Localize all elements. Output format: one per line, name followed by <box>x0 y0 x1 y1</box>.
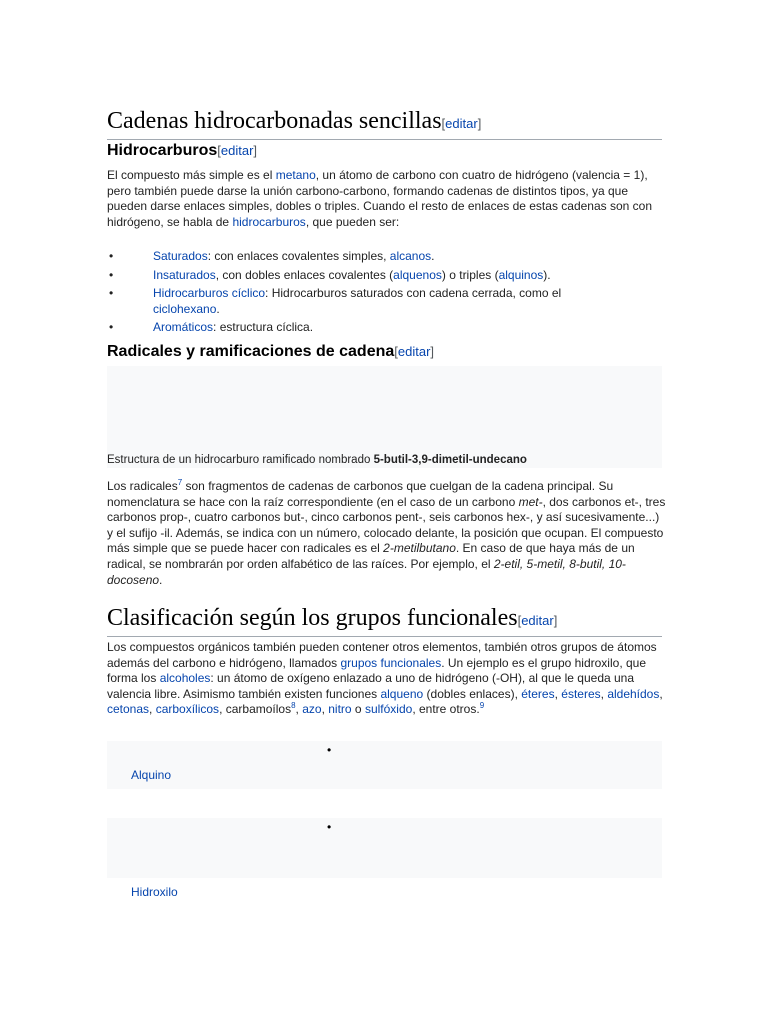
reference-8[interactable]: 8 <box>291 701 296 711</box>
heading-title: Hidrocarburos <box>107 142 218 159</box>
bullet-marker: • <box>109 286 114 301</box>
text: . <box>159 572 163 587</box>
text: ) o triples ( <box>441 267 499 282</box>
link-eteres[interactable]: éteres <box>521 686 555 701</box>
text: : estructura cíclica. <box>213 320 314 335</box>
link-alquenos[interactable]: alquenos <box>393 267 442 282</box>
text: , <box>600 686 608 701</box>
link-aldehidos[interactable]: aldehídos <box>607 686 660 701</box>
text: , <box>554 686 562 701</box>
text: . <box>216 301 220 316</box>
text: : Hidrocarburos saturados con cadena cerrada, como el <box>265 286 562 301</box>
gallery-link-alquino[interactable]: Alquino <box>131 768 172 782</box>
text: , <box>321 702 329 717</box>
link-insaturados[interactable]: Insaturados <box>153 267 216 282</box>
link-alquinos[interactable]: alquinos <box>498 267 544 282</box>
list-item <box>107 320 667 336</box>
text: ). <box>543 267 551 282</box>
link-alqueno[interactable]: alqueno <box>380 686 424 701</box>
reference-9[interactable]: 9 <box>479 701 485 711</box>
link-grupos-funcionales[interactable]: grupos funcionales <box>340 655 442 670</box>
list-item <box>107 286 667 317</box>
subsection-heading-radicales <box>107 342 434 362</box>
text: : un átomo de oxígeno enlazado a uno de hidrógeno (-OH), al que le queda una valencia libre. Asimismo también existen funciones <box>107 671 635 701</box>
link-hidrocarburos-ciclico[interactable]: Hidrocarburos cíclico <box>153 286 266 301</box>
section-heading-cadenas <box>107 106 662 140</box>
paragraph-radicales <box>107 479 667 588</box>
link-carboxilicos[interactable]: carboxílicos <box>155 702 220 717</box>
link-alcoholes[interactable]: alcoholes <box>159 671 211 686</box>
link-cetonas[interactable]: cetonas <box>107 702 150 717</box>
text: o <box>351 702 365 717</box>
edit-link-cadenas[interactable]: [editar] <box>441 116 482 131</box>
link-nitro[interactable]: nitro <box>328 702 352 717</box>
text: Los radicales <box>107 479 178 493</box>
text: (dobles enlaces), <box>423 686 522 701</box>
paragraph-grupos-funcionales <box>107 640 667 718</box>
bullet-marker: • <box>109 267 114 282</box>
link-ciclohexano[interactable]: ciclohexano <box>153 301 217 316</box>
edit-link-clasificacion[interactable]: [editar] <box>517 613 558 628</box>
link-azo[interactable]: azo <box>302 702 322 717</box>
hydrocarbon-type-list <box>107 249 667 339</box>
text: , con dobles enlaces covalentes ( <box>215 267 394 282</box>
gallery-bullet: • <box>327 820 332 834</box>
heading-title: Clasificación según los grupos funcionales <box>107 605 518 631</box>
text: , un átomo de carbono con cuatro de hidrógeno (valencia = 1), pero también puede darse la unión carbono-carbono, formando cadenas de distintos tipos, ya que pueden darse enlaces simples, dobles o triples. Cuando el resto de enlaces de estas cadenas son con hidrógeno, se habla de <box>107 168 653 229</box>
heading-title: Cadenas hidrocarbonadas sencillas <box>107 108 442 134</box>
text: Los compuestos orgánicos también pueden contener otros elementos, también otros grupos de átomos además del carbono e hidrógeno, llamados <box>107 640 657 670</box>
text: , <box>149 702 156 717</box>
text: son fragmentos de cadenas de carbonos que cuelgan de la cadena principal. Su nomenclatura se hace con la raíz correspondiente (en el caso de un carbono <box>107 479 614 509</box>
link-aromaticos[interactable]: Aromáticos <box>153 320 214 335</box>
section-heading-clasificacion <box>107 603 662 637</box>
gallery-box-hidroxilo <box>107 818 662 878</box>
text-italic: 2-etil, 5-metil, 8-butil, 10-docoseno <box>107 556 626 587</box>
link-alcanos[interactable]: alcanos <box>389 249 432 263</box>
gallery-bullet: • <box>327 743 332 757</box>
text-italic: 2-metilbutano <box>383 541 456 556</box>
link-metano[interactable]: metano <box>275 168 316 182</box>
reference-7[interactable]: 7 <box>177 478 183 487</box>
heading-title: Radicales y ramificaciones de cadena <box>107 343 395 360</box>
text: , dos carbonos et-, tres carbonos prop-, cuatro carbonos but-, cinco carbonos pent-, seis carbonos hex-, y así sucesivamente...) y el sufijo -il. Además, se indica con un número, colocado delante, la posición que ocupan. El compuesto más simple que se puede hacer con radicales es el <box>107 494 666 556</box>
text: : con enlaces covalentes simples, <box>207 249 390 263</box>
link-esteres[interactable]: ésteres <box>561 686 601 701</box>
link-hidrocarburos[interactable]: hidrocarburos <box>232 214 306 229</box>
link-saturados[interactable]: Saturados <box>153 249 208 263</box>
caption-bold: 5-butil-3,9-dimetil-undecano <box>373 454 527 466</box>
edit-link-hidrocarburos[interactable]: [editar] <box>217 143 258 158</box>
gallery-box-alquino <box>107 741 662 789</box>
edit-link-radicales[interactable]: [editar] <box>394 344 435 359</box>
text: El compuesto más simple es el <box>107 168 276 182</box>
text: . En caso de que haya más de un radical, se nombrarán por orden alfabético de las raíces. Por ejemplo, el <box>107 541 635 571</box>
text: , <box>295 702 303 717</box>
figure-caption <box>107 454 527 466</box>
text-italic: met- <box>518 494 543 509</box>
text: . Un ejemplo es el grupo hidroxilo, que forma los <box>107 655 647 686</box>
paragraph-hidrocarburos <box>107 168 667 230</box>
bullet-marker: • <box>109 320 114 335</box>
text: , <box>659 686 663 701</box>
figure-thumbnail <box>107 366 662 468</box>
text: , que pueden ser: <box>305 214 400 229</box>
gallery-link-hidroxilo[interactable]: Hidroxilo <box>131 885 178 899</box>
subsection-heading-hidrocarburos <box>107 141 257 161</box>
bullet-marker: • <box>109 249 114 263</box>
text: , carbamoílos <box>219 702 292 717</box>
link-sulfoxido[interactable]: sulfóxido <box>364 702 413 717</box>
caption-text: Estructura de un hidrocarburo ramificado nombrado <box>107 454 374 466</box>
list-item <box>107 268 667 284</box>
text: , entre otros. <box>412 702 480 717</box>
text: . <box>431 249 435 263</box>
list-item <box>107 249 667 265</box>
